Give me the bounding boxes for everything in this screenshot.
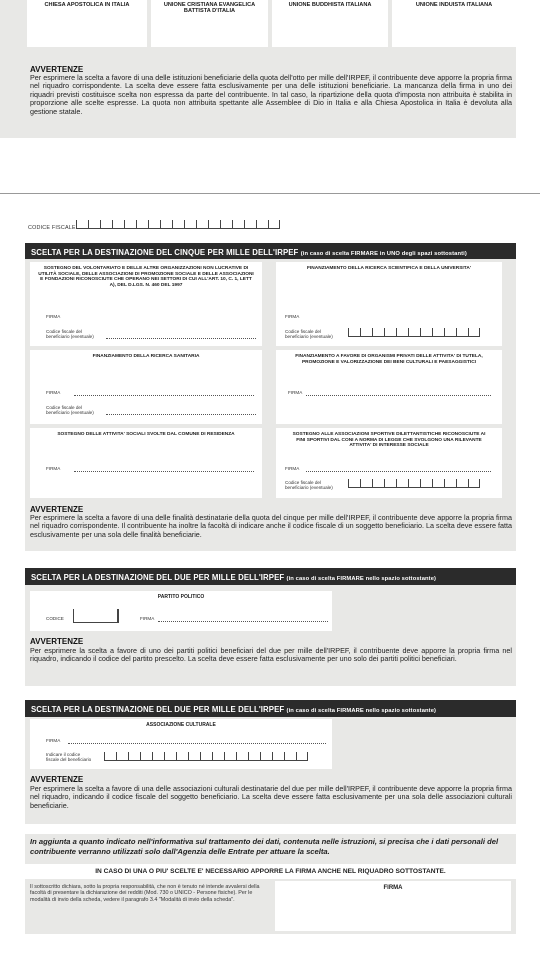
otto-box-label: UNIONE BUDDHISTA ITALIANA bbox=[288, 2, 372, 8]
firma-box[interactable] bbox=[275, 881, 511, 931]
codice-fiscale-label: CODICE FISCALE bbox=[28, 225, 76, 231]
firma-label: FIRMA bbox=[46, 466, 61, 471]
otto-box-label: UNIONE INDUISTA ITALIANA bbox=[415, 2, 493, 8]
cinque-box-beni-culturali[interactable] bbox=[276, 350, 502, 424]
due-assoc-warn-text: Per esprimere la scelta a favore di una delle associazioni culturali destinatarie del due per mille dell'IRPEF, il contribuente deve apporre la propria firma nel riquadro, indicando il codice fiscale del soggetto beneficiario. La scelta deve essere fatta esclusivamente per una sola delle associazioni culturali beneficiarie. bbox=[30, 784, 512, 810]
codice-fiscale-field[interactable] bbox=[76, 220, 280, 229]
cf-label: Indicare il codice fiscale del beneficiario bbox=[46, 752, 92, 763]
firma-label: FIRMA bbox=[288, 390, 303, 395]
due-partiti-header bbox=[25, 568, 516, 585]
firma-line[interactable] bbox=[158, 621, 328, 622]
otto-warn-text: Per esprimere la scelta a favore di una delle istituzioni beneficiarie della quota dell'otto per mille dell'IRPEF, il contribuente deve apporre la propria firma nel riquadro corrispondente. La scelta deve essere fatta esclusivamente per una delle istituzioni beneficiarie. La mancanza della firma in uno dei riquadri previsti costituisce scelta non espressa da parte del contribuente. In tal caso, la ripartizione della quota d'imposta non attribuita è stabilita in proporzione alle scelte espresse. La quota non attribuita spettante alle Assemblee di Dio in Italia e alla Chiesa Apostolica in Italia è devoluta alla gestione statale. bbox=[30, 73, 512, 116]
otto-box-label: CHIESA APOSTOLICA IN ITALIA bbox=[44, 2, 130, 8]
cinque-warn-text: Per esprimere la scelta a favore di una delle finalità destinatarie della quota del cinque per mille dell'IRPEF, il contribuente deve apporre la propria firma nel riquadro corrispondente. Il contribuente ha inoltre la facoltà di indicare anche il codice fiscale di un soggetto beneficiario. La scelta deve essere fatta esclusivamente per una sola delle finalità beneficiarie. bbox=[30, 513, 512, 539]
partito-politico-box[interactable] bbox=[30, 591, 332, 631]
otto-box-label: UNIONE CRISTIANA EVANGELICA BATTISTA D'ITALIA bbox=[163, 2, 256, 14]
cinque-warn-title: AVVERTENZE bbox=[30, 505, 84, 514]
firma-line[interactable] bbox=[306, 395, 491, 396]
due-partiti-header-note: (in caso di scelta FIRMARE nello spazio sottostante) bbox=[286, 576, 437, 582]
firma-line[interactable] bbox=[74, 395, 254, 396]
cf-label: Codice fiscale del beneficiario (eventuale) bbox=[46, 329, 94, 340]
cf-line[interactable] bbox=[106, 414, 256, 415]
cinque-box-title: FINANZIAMENTO A FAVORE DI ORGANISMI PRIVATI DELLE ATTIVITA' DI TUTELA, PROMOZIONE E VALORIZZAZIONE DEI BENI CULTURALI E PAESAGGISTICI bbox=[295, 354, 483, 365]
firma-label: FIRMA bbox=[285, 466, 300, 471]
cinque-box-title: SOSTEGNO DEL VOLONTARIATO E DELLE ALTRE ORGANIZZAZIONI NON LUCRATIVE DI UTILITÀ SOCIALE, DELLE ASSOCIAZIONI DI PROMOZIONE SOCIALE E DELLE ASSOCIAZIONI E FONDAZIONI RICONOSCIUTE CHE OPERANO NEI SETTORI DI CUI ALL'ART. 10, C. 1, LETT A), DEL D.LGS. N. 460 DEL 1997 bbox=[38, 266, 254, 288]
cinque-box-comune[interactable] bbox=[30, 428, 262, 498]
cf-label: Codice fiscale del beneficiario (eventuale) bbox=[285, 480, 333, 491]
cf-field[interactable] bbox=[104, 752, 308, 761]
otto-box-chiesa-apostolica[interactable] bbox=[27, 0, 147, 47]
cinque-header bbox=[25, 243, 516, 259]
firma-label: FIRMA bbox=[46, 738, 61, 743]
privacy-text: In aggiunta a quanto indicato nell'informativa sul trattamento dei dati, contenuta nelle istruzioni, si precisa che i dati personali del contribuente verranno utilizzati solo dall'Agenzia delle Entrate per attuare la scelta. bbox=[30, 837, 499, 856]
firma-line[interactable] bbox=[74, 471, 254, 472]
otto-box-buddhista[interactable] bbox=[272, 0, 388, 47]
otto-box-induista[interactable] bbox=[392, 0, 516, 47]
cinque-box-sport[interactable] bbox=[276, 428, 502, 498]
firma-line[interactable] bbox=[106, 338, 256, 339]
cinque-header-title: SCELTA PER LA DESTINAZIONE DEL CINQUE PER MILLE DELL'IRPEF bbox=[31, 248, 299, 257]
cinque-header-note: (in caso di scelta FIRMARE in UNO degli spazi sottostanti) bbox=[300, 251, 467, 257]
firma-label: FIRMA bbox=[46, 314, 61, 319]
cinque-box-ricerca-scientifica[interactable] bbox=[276, 262, 502, 346]
cf-label: Codice fiscale del beneficiario (eventuale) bbox=[46, 405, 94, 416]
cinque-box-ricerca-sanitaria[interactable] bbox=[30, 350, 262, 424]
declaration-text: Il sottoscritto dichiara, sotto la propria responsabilità, che non è tenuto né intende avvalersi della facoltà di presentare la dichiarazione dei redditi (Mod. 730 o UNICO - Persone fisiche). Per le modalità di invio della scheda, vedere il paragrafo 3.4 "Modalità di invio della scheda". bbox=[30, 884, 260, 903]
due-assoc-header-note: (in caso di scelta FIRMARE nello spazio sottostante) bbox=[286, 708, 437, 714]
cinque-box-title: FINANZIAMENTO DELLA RICERCA SANITARIA bbox=[92, 354, 200, 359]
due-partiti-warn-title: AVVERTENZE bbox=[30, 637, 84, 646]
firma-line[interactable] bbox=[68, 743, 326, 744]
cf-field[interactable] bbox=[348, 479, 480, 488]
firma-label: FIRMA bbox=[285, 314, 300, 319]
cinque-box-title: SOSTEGNO DELLE ATTIVITA' SOCIALI SVOLTE DAL COMUNE DI RESIDENZA bbox=[57, 432, 235, 437]
due-assoc-header-title: SCELTA PER LA DESTINAZIONE DEL DUE PER MILLE DELL'IRPEF bbox=[31, 705, 285, 714]
associazione-culturale-box[interactable] bbox=[30, 719, 332, 769]
due-assoc-header bbox=[25, 700, 516, 717]
cinque-box-title: FINANZIAMENTO DELLA RICERCA SCIENTIFICA E DELLA UNIVERSITA' bbox=[307, 266, 471, 271]
firma-box-title: FIRMA bbox=[383, 885, 403, 891]
partito-box-title: PARTITO POLITICO bbox=[157, 594, 205, 600]
page-divider bbox=[0, 193, 540, 194]
bottom-notice: IN CASO DI UNA O PIU' SCELTE E' NECESSARIO APPORRE LA FIRMA ANCHE NEL RIQUADRO SOTTOSTANTE. bbox=[95, 868, 446, 875]
otto-box-battista[interactable] bbox=[151, 0, 268, 47]
firma-label: FIRMA bbox=[46, 390, 61, 395]
assoc-box-title: ASSOCIAZIONE CULTURALE bbox=[146, 722, 216, 728]
firma-label: FIRMA bbox=[140, 616, 155, 621]
due-partiti-warn-text: Per esprimere la scelta a favore di uno dei partiti politici beneficiari del due per mille dell'IRPEF, il contribuente deve apporre la propria firma nel riquadro, indicando il codice del partito prescelto. La scelta deve essere fatta esclusivamente per uno solo dei partiti politici beneficiari. bbox=[30, 646, 512, 664]
firma-line[interactable] bbox=[306, 471, 491, 472]
codice-label: CODICE bbox=[46, 616, 64, 621]
codice-partito-field[interactable] bbox=[73, 609, 119, 623]
due-partiti-header-title: SCELTA PER LA DESTINAZIONE DEL DUE PER MILLE DELL'IRPEF bbox=[31, 573, 285, 582]
cf-field[interactable] bbox=[348, 328, 480, 337]
cinque-box-volontariato[interactable] bbox=[30, 262, 262, 346]
due-assoc-warn-title: AVVERTENZE bbox=[30, 775, 84, 784]
cinque-box-title: SOSTEGNO ALLE ASSOCIAZIONI SPORTIVE DILETTANTISTICHE RICONOSCIUTE AI FINI SPORTIVI DAL CONI A NORMA DI LEGGE CHE SVOLGONO UNA RILEVANTE ATTIVITA' DI INTERESSE SOCIALE bbox=[292, 432, 486, 449]
cf-label: Codice fiscale del beneficiario (eventuale) bbox=[285, 329, 333, 340]
otto-warn-title: AVVERTENZE bbox=[30, 65, 84, 74]
